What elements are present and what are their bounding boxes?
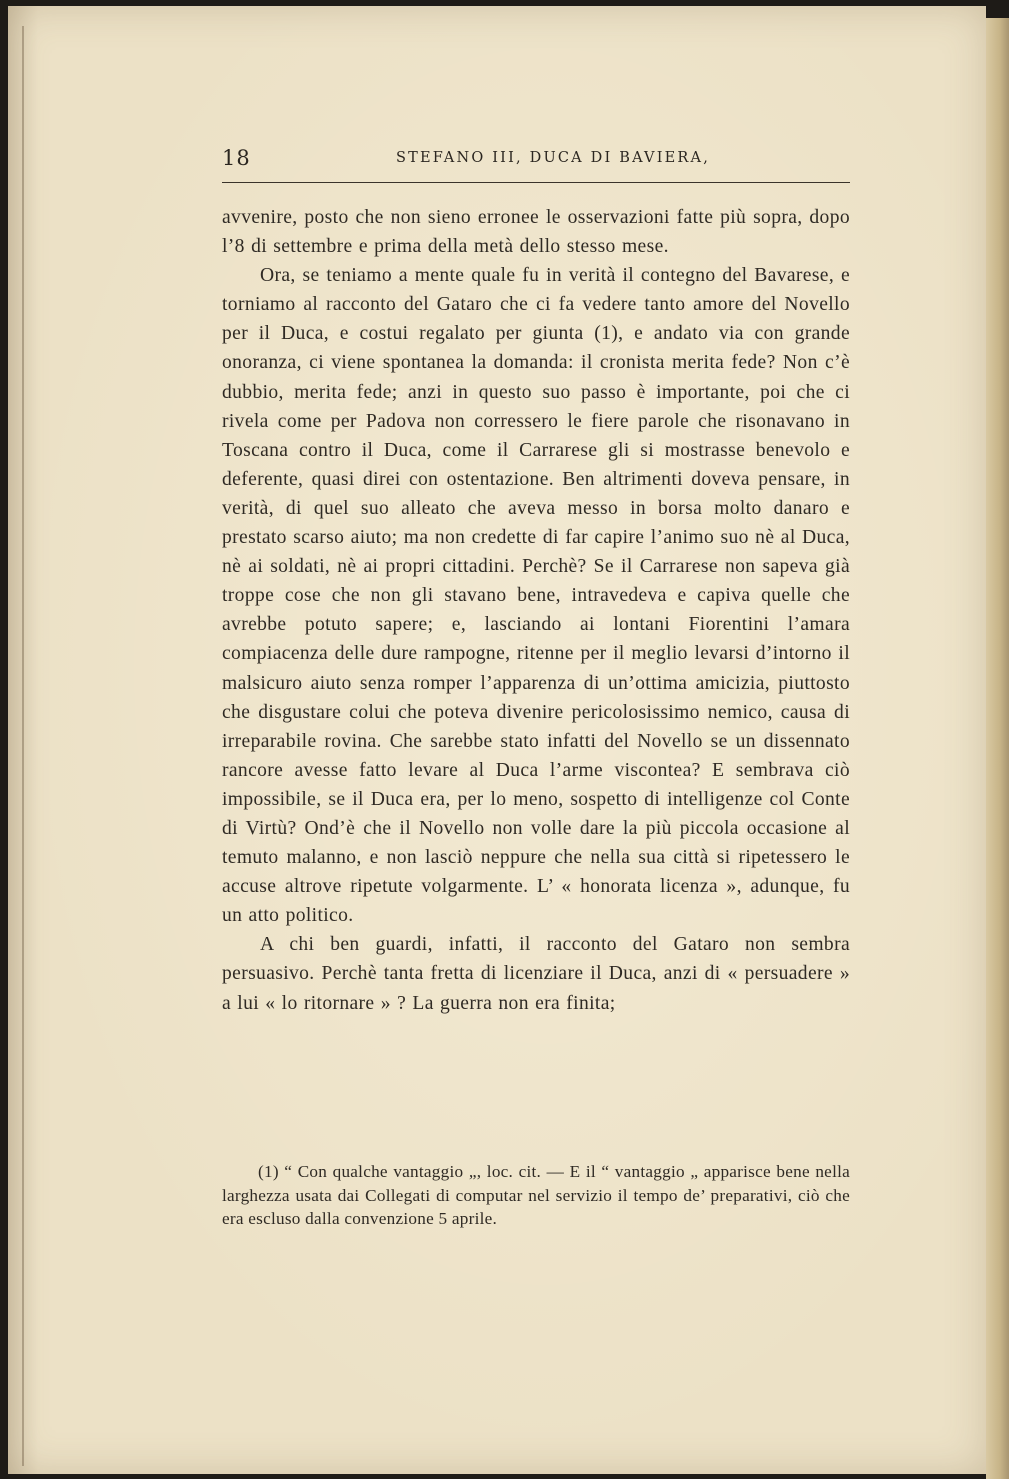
- page-header: [222, 146, 850, 176]
- page-edge: [986, 18, 1009, 1479]
- footnote: (1) “ Con qualche vantaggio „, loc. cit. — E il “ vantaggio „ apparisce bene nella larghezza usata dai Collegati di computar nel servizio il tempo de’ preparativi, ciò che era escluso dalla convenzione 5 aprile.: [222, 1162, 850, 1228]
- page-number: 18: [222, 146, 251, 170]
- header-rule: [222, 182, 850, 183]
- running-title: STEFANO III, DUCA DI BAVIERA,: [396, 150, 711, 166]
- binding-shadow: [22, 26, 24, 1466]
- paragraph: avvenire, posto che non sieno erronee le osservazioni fatte più sopra, dopo l’8 di settembre e prima della metà dello stesso mese.: [222, 207, 850, 258]
- paragraph: A chi ben guardi, infatti, il racconto del Gataro non sembra persuasivo. Perchè tanta fretta di licenziare il Duca, anzi di « persuadere » a lui « lo ritornare » ? La guerra non era finita;: [222, 934, 850, 1014]
- paragraph: Ora, se teniamo a mente quale fu in verità il contegno del Bavarese, e torniamo al racconto del Gataro che ci fa vedere tanto amore del Novello per il Duca, e costui regalato per giunta (1), e andato via con grande onoranza, ci viene spontanea la domanda: il cronista merita fede? Non c’è dubbio, merita fede; anzi in questo suo passo è importante, poi che ci rivela come per Padova non corressero le fiere parole che risonavano in Toscana contro il Duca, come il Carrarese gli si mostrasse benevolo e deferente, quasi direi con ostentazione. Ben altrimenti doveva pensare, in verità, di quel suo alleato che aveva messo in borsa molto danaro e prestato scarso aiuto; ma non credette di far capire l’animo suo nè al Duca, nè ai soldati, nè ai propri cittadini. Perchè? Se il Carrarese non sapeva già troppe cose che non gli stavano bene, intravedeva e capiva quelle che avrebbe potuto sapere; e, lasciando ai lontani Fiorentini l’amara compiacenza delle dure rampogne, ritenne per il meglio levarsi d’intorno il malsicuro aiuto senza romper l’apparenza di un’ottima amicizia, piuttosto che disgustare colui che poteva divenire pericolosissimo nemico, causa di irreparabile rovina. Che sarebbe stato infatti del Novello se un dissennato rancore avesse fatto levare al Duca l’arme viscontea? E sembrava ciò impossibile, se il Duca era, per lo meno, sospetto di intelligenze col Conte di Virtù? Ond’è che il Novello non volle dare la più piccola occasione al temuto malanno, e non lasciò neppure che nella sua città si ripetessero le accuse altrove ripetute volgarmente. L’ « honorata licenza », adunque, fu un atto politico.: [222, 265, 850, 927]
- body-text: [222, 203, 850, 1018]
